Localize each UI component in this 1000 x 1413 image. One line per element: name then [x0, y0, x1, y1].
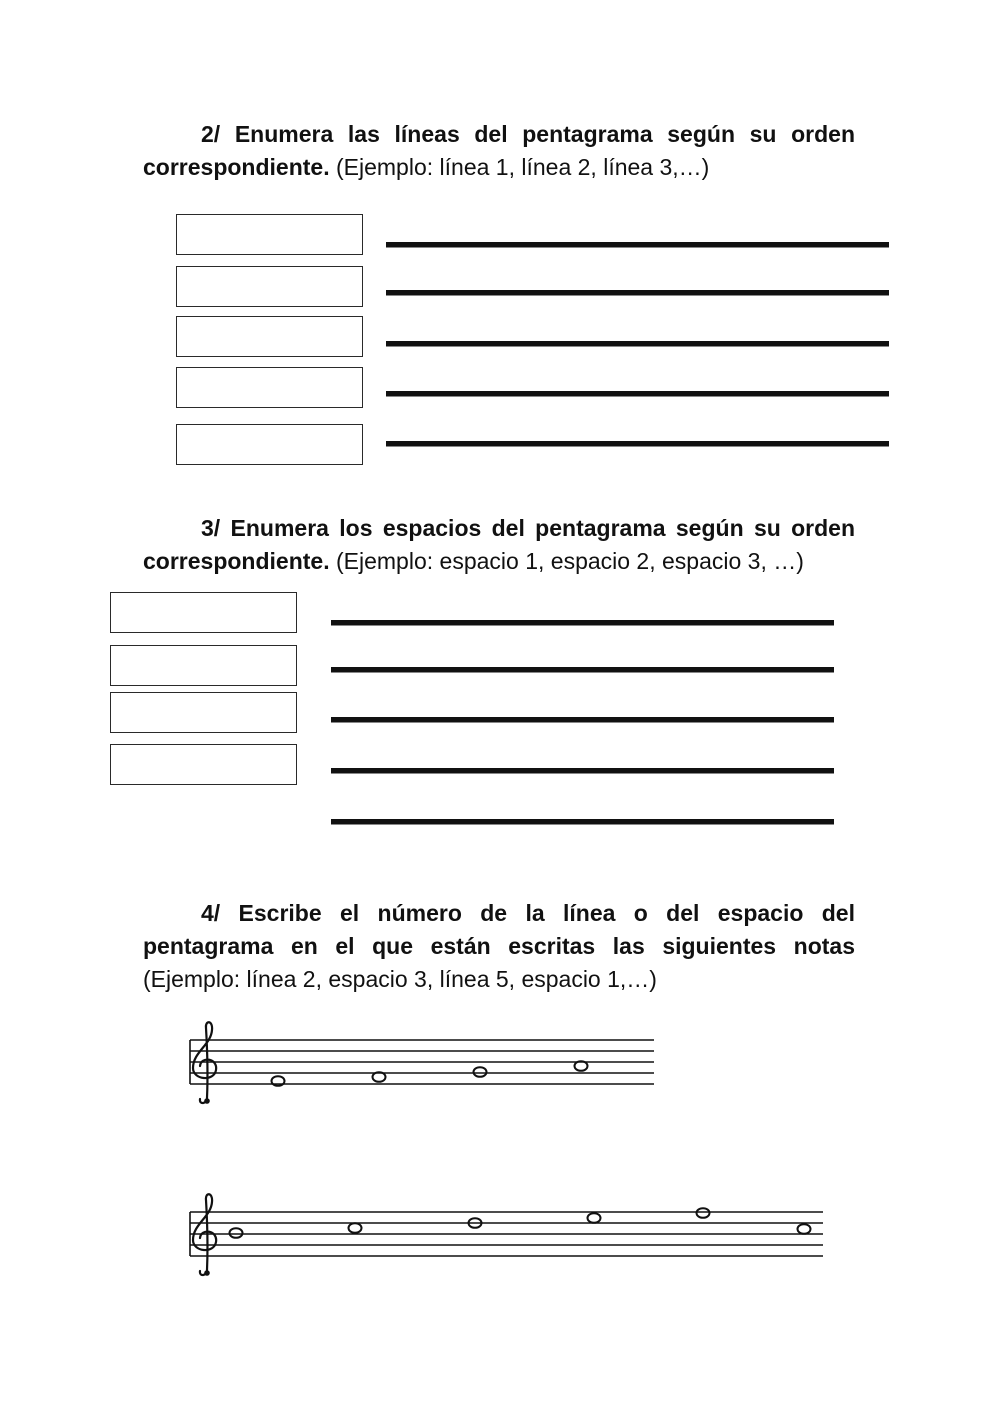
- whole-note: [798, 1224, 811, 1234]
- question-4-example: (Ejemplo: línea 2, espacio 3, línea 5, espacio 1,…): [143, 966, 657, 992]
- question-4-number: 4/: [201, 900, 221, 926]
- question-2-instruction: Enumera las líneas del pentagrama según su orden correspondiente.: [143, 121, 856, 180]
- question-2-number: 2/: [201, 121, 221, 147]
- question-4-instruction: Escribe el número de la línea o del espacio del pentagrama en el que están escritas las siguientes notas: [143, 900, 855, 959]
- question-3-instruction: Enumera los espacios del pentagrama según su orden correspondiente.: [143, 515, 856, 574]
- treble-clef-dot-icon: [204, 1270, 210, 1276]
- whole-note: [349, 1223, 362, 1233]
- staff-2-lines: [190, 1212, 823, 1256]
- question-3-example: (Ejemplo: espacio 1, espacio 2, espacio 3, …): [329, 548, 804, 574]
- whole-note: [697, 1208, 710, 1218]
- question-3-number: 3/: [201, 515, 221, 541]
- whole-note: [588, 1213, 601, 1223]
- whole-note: [230, 1228, 243, 1238]
- question-2-example: (Ejemplo: línea 1, línea 2, línea 3,…): [329, 154, 710, 180]
